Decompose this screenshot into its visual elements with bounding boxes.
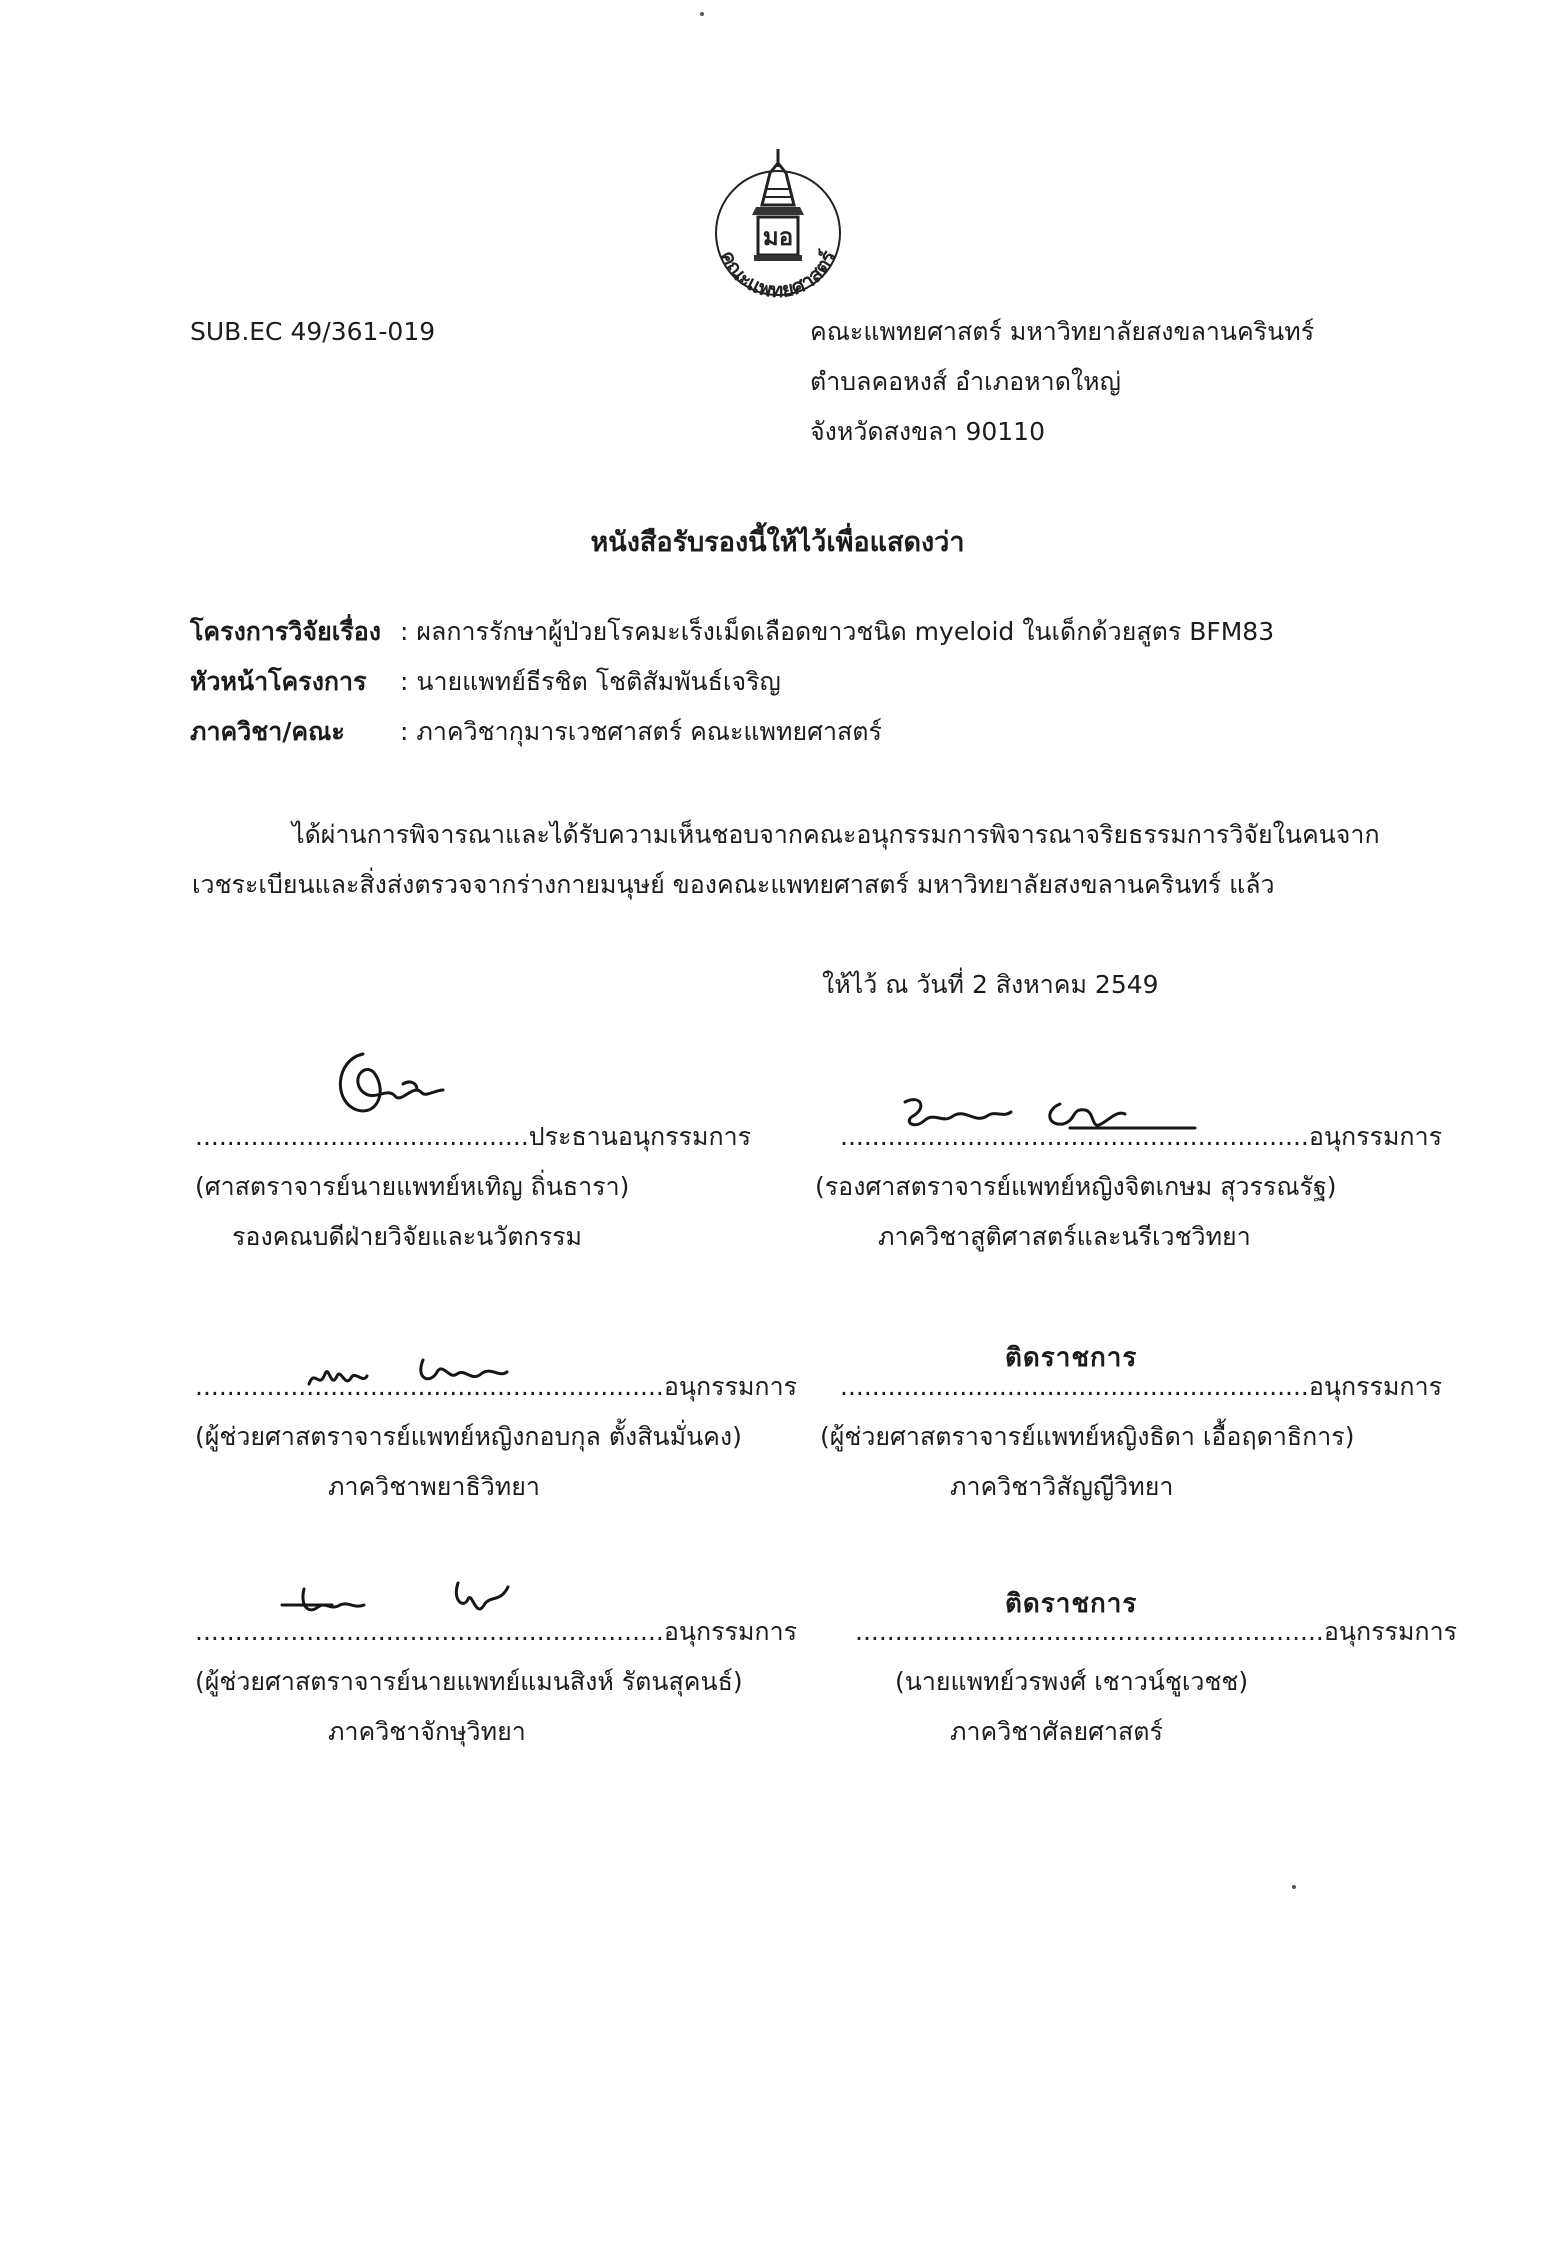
institution-line-1: คณะแพทยศาสตร์ มหาวิทยาลัยสงขลานครินทร์	[810, 317, 1315, 346]
certificate-title: หนังสือรับรองนี้ให้ไว้เพื่อแสดงว่า	[590, 527, 965, 558]
scan-speck	[1292, 1885, 1296, 1889]
body-line-2: เวชระเบียนและสิ่งส่งตรวจจากร่างกายมนุษย์ ของคณะแพทยศาสตร์ มหาวิทยาลัยสงขลานครินทร์ แล้ว	[192, 870, 1275, 899]
svg-text:มอ: มอ	[762, 222, 794, 251]
body-line-1: ได้ผ่านการพิจารณาและได้รับความเห็นชอบจากคณะอนุกรรมการพิจารณาจริยธรรมการวิจัยในคนจาก	[292, 820, 1380, 849]
signatory-position-5: ภาควิชาจักษุวิทยา	[328, 1717, 526, 1746]
institution-line-2: ตำบลคอหงส์ อำเภอหาดใหญ่	[810, 367, 1121, 396]
field-value-head: : นายแพทย์ธีรชิต โชติสัมพันธ์เจริญ	[400, 667, 781, 696]
signature-1	[325, 1040, 455, 1120]
field-value-project: : ผลการรักษาผู้ป่วยโรคมะเร็งเม็ดเลือดขาวชนิด myeloid ในเด็กด้วยสูตร BFM83	[400, 617, 1275, 646]
field-label-department: ภาควิชา/คณะ	[190, 717, 345, 746]
signature-line-6: ...........................................................อนุกรรมการ	[855, 1617, 1458, 1646]
signatory-position-4: ภาควิชาวิสัญญีวิทยา	[950, 1472, 1174, 1501]
signature-line-2: ...........................................................อนุกรรมการ	[840, 1122, 1443, 1151]
signatory-position-1: รองคณบดีฝ่ายวิจัยและนวัตกรรม	[232, 1222, 583, 1251]
stamp-4: ติดราชการ	[1005, 1343, 1138, 1373]
signatory-name-3: (ผู้ช่วยศาสตราจารย์แพทย์หญิงกอบกุล ตั้งสินมั่นคง)	[195, 1422, 742, 1451]
field-value-department: : ภาควิชากุมารเวชศาสตร์ คณะแพทยศาสตร์	[400, 717, 882, 746]
date-line: ให้ไว้ ณ วันที่ 2 สิงหาคม 2549	[822, 970, 1159, 999]
faculty-seal-logo	[700, 145, 855, 305]
signatory-name-2: (รองศาสตราจารย์แพทย์หญิงจิตเกษม สุวรรณรัฐ)	[815, 1172, 1337, 1201]
signature-line-4: ...........................................................อนุกรรมการ	[840, 1372, 1443, 1401]
scan-speck	[700, 12, 704, 16]
signatory-name-5: (ผู้ช่วยศาสตราจารย์นายแพทย์แมนสิงห์ รัตนสุคนธ์)	[195, 1667, 743, 1696]
signature-line-3: ...........................................................อนุกรรมการ	[195, 1372, 798, 1401]
signature-line-1: ..........................................ประธานอนุกรรมการ	[195, 1122, 752, 1151]
institution-line-3: จังหวัดสงขลา 90110	[810, 417, 1045, 446]
field-label-head: หัวหน้าโครงการ	[190, 667, 367, 696]
signatory-position-3: ภาควิชาพยาธิวิทยา	[328, 1472, 540, 1501]
reference-number: SUB.EC 49/361-019	[190, 317, 436, 346]
signatory-name-6: (นายแพทย์วรพงศ์ เชาวน์ชูเวชช)	[895, 1667, 1249, 1696]
signature-line-5: ...........................................................อนุกรรมการ	[195, 1617, 798, 1646]
seal-text: คณะแพทยศาสตร์	[715, 246, 841, 303]
field-label-project: โครงการวิจัยเรื่อง	[190, 617, 381, 646]
signatory-name-1: (ศาสตราจารย์นายแพทย์หเทิญ ถิ่นธารา)	[195, 1172, 630, 1201]
stamp-6: ติดราชการ	[1005, 1589, 1138, 1619]
signatory-position-2: ภาควิชาสูติศาสตร์และนรีเวชวิทยา	[878, 1222, 1251, 1251]
signatory-position-6: ภาควิชาศัลยศาสตร์	[950, 1717, 1163, 1746]
signatory-name-4: (ผู้ช่วยศาสตราจารย์แพทย์หญิงธิดา เอื้อฤดาธิการ)	[820, 1422, 1355, 1451]
